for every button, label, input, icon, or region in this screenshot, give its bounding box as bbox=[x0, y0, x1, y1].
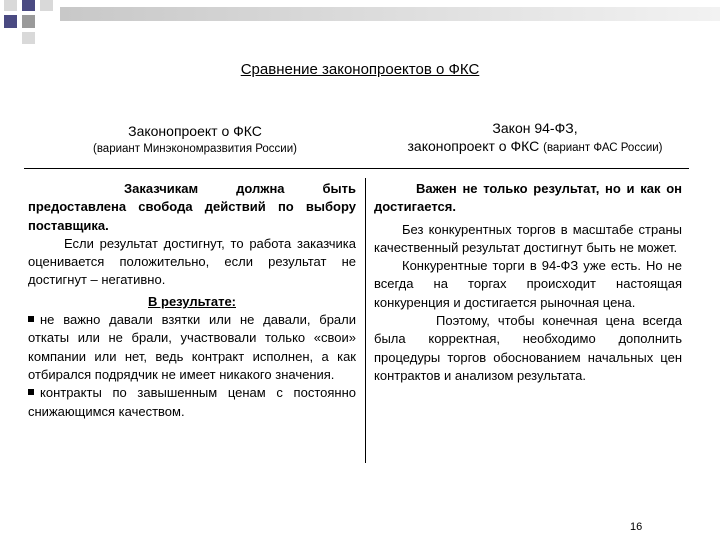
deco-bar bbox=[60, 7, 720, 21]
right-heading-line1: Закон 94-ФЗ, bbox=[492, 120, 578, 136]
column-divider bbox=[365, 178, 366, 463]
right-heading-line2 bbox=[380, 136, 690, 158]
left-result-label: В результате: bbox=[148, 293, 236, 309]
left-subheading: (вариант Минэкономразвития России) bbox=[93, 143, 297, 155]
header-decoration bbox=[0, 0, 720, 45]
left-body bbox=[28, 180, 356, 421]
left-heading: Законопроект о ФКС bbox=[128, 123, 262, 139]
left-para2: Если результат достигнут, то работа заказчика оценивается положительно, если результат не достигнут – негативно. bbox=[28, 235, 356, 288]
header-separator bbox=[24, 168, 689, 169]
slide-title: Сравнение законопроектов о ФКС bbox=[240, 61, 480, 78]
right-para2: Без конкурентных торгов в масштабе страны качественный результат достигнут быть не может. bbox=[374, 221, 682, 255]
deco-square-1 bbox=[4, 0, 17, 11]
right-para4: Поэтому, чтобы конечная цена всегда была корректная, необходимо дополнить процедуры торгов обоснованием начальных цен контрактов и анализом результата. bbox=[374, 313, 682, 383]
deco-square-6 bbox=[22, 32, 35, 44]
bullet-icon bbox=[28, 389, 34, 395]
left-para1: Заказчикам должна быть предоставлена свобода действий по выбору поставщика. bbox=[28, 181, 356, 233]
deco-square-3 bbox=[40, 0, 53, 11]
left-bullet2 bbox=[28, 384, 356, 421]
left-header bbox=[40, 123, 350, 155]
deco-square-2 bbox=[22, 0, 35, 11]
left-bullet1-text: не важно давали взятки или не давали, брали откаты или не брали, участвовали только «свои» компании или нет, ведь контракт исполнен, а как отбирался подрядчик не имеет никакого значения. bbox=[28, 312, 356, 382]
right-para3: Конкурентные торги в 94-ФЗ уже есть. Но не всегда на торгах происходит настоящая конкуренция и достигается рыночная цена. bbox=[374, 258, 682, 310]
deco-square-4 bbox=[4, 15, 17, 28]
right-para1: Важен не только результат, но и как он достигается. bbox=[374, 181, 682, 215]
bullet-icon bbox=[28, 316, 34, 322]
left-bullet2-text: контракты по завышенным ценам с постоянно снижающимся качеством. bbox=[28, 385, 356, 419]
left-bullet1 bbox=[28, 311, 356, 384]
right-heading-suffix: (вариант ФАС России) bbox=[543, 142, 663, 154]
page-number: 16 bbox=[630, 521, 643, 533]
deco-square-5 bbox=[22, 15, 35, 28]
right-heading-law: законопроект о ФКС bbox=[407, 138, 540, 154]
right-body bbox=[374, 180, 682, 385]
right-header bbox=[380, 120, 690, 158]
